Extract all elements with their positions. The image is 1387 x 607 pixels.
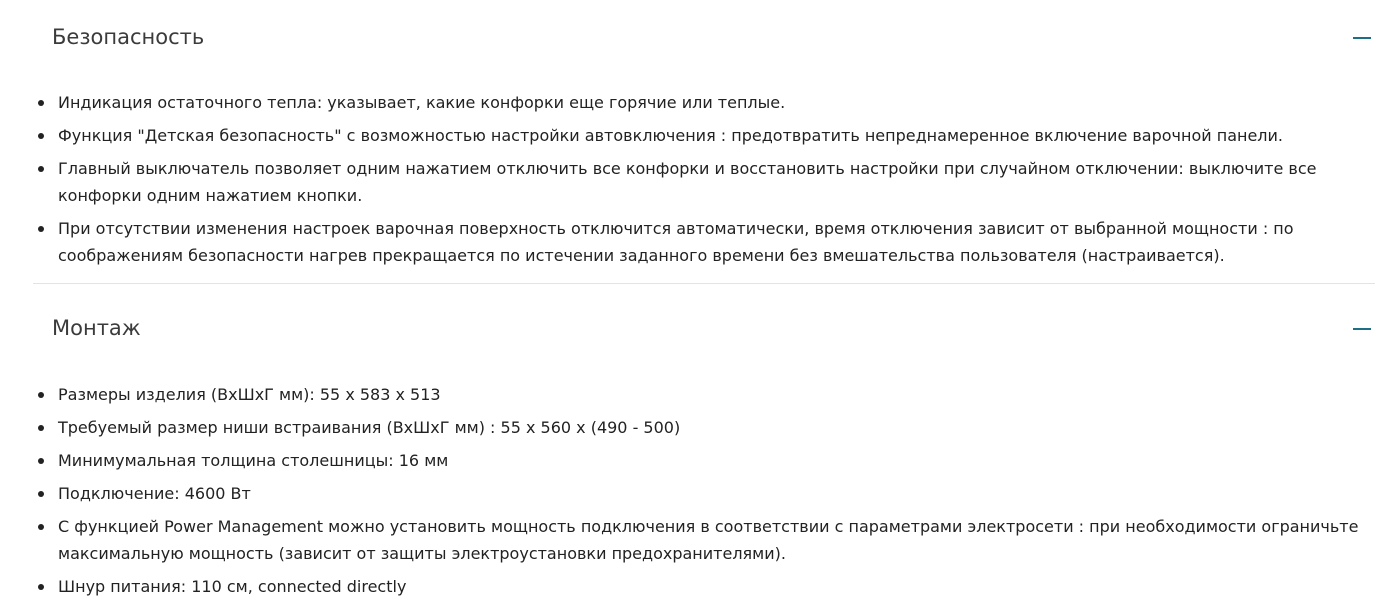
list-item-text: Подключение: 4600 Вт <box>58 484 251 503</box>
bullet-icon <box>38 524 44 530</box>
bullet-icon <box>38 491 44 497</box>
list-item-text: Главный выключатель позволяет одним нажатием отключить все конфорки и восстановить настройки при случайном отключении: выключите все конфорки одним нажатием кнопки. <box>58 159 1317 205</box>
list-item <box>33 89 1375 116</box>
list-item <box>33 573 1375 600</box>
accordion-section-installation <box>33 291 1375 596</box>
list-item-text: С функцией Power Management можно установить мощность подключения в соответствии с параметрами электросети : при необходимости ограничьте максимальную мощность (зависит от защиты электроустановки предохранителями). <box>58 517 1359 563</box>
list-item <box>33 414 1375 441</box>
bullet-icon <box>38 133 44 139</box>
safety-features-list <box>33 89 1375 275</box>
section-divider <box>33 283 1375 284</box>
list-item-text: Минимумальная толщина столешницы: 16 мм <box>58 451 449 470</box>
bullet-icon <box>38 458 44 464</box>
list-item <box>33 381 1375 408</box>
list-item <box>33 447 1375 474</box>
bullet-icon <box>38 166 44 172</box>
accordion-header-safety[interactable] <box>33 0 1375 58</box>
accordion-header-installation[interactable] <box>33 291 1375 349</box>
bullet-icon <box>38 392 44 398</box>
list-item <box>33 513 1375 567</box>
list-item <box>33 480 1375 507</box>
installation-features-list <box>33 381 1375 606</box>
list-item-text: Шнур питания: 110 см, connected directly <box>58 577 407 596</box>
list-item <box>33 122 1375 149</box>
list-item <box>33 215 1375 269</box>
bullet-icon <box>38 425 44 431</box>
accordion-section-safety <box>33 0 1375 265</box>
bullet-icon <box>38 584 44 590</box>
list-item <box>33 155 1375 209</box>
list-item-text: Индикация остаточного тепла: указывает, какие конфорки еще горячие или теплые. <box>58 93 786 112</box>
list-item-text: Требуемый размер ниши встраивания (ВхШхГ мм) : 55 x 560 x (490 - 500) <box>58 418 681 437</box>
minus-icon[interactable] <box>1353 328 1371 330</box>
section-title-safety: Безопасность <box>52 25 205 49</box>
list-item-text: Функция "Детская безопасность" с возможностью настройки автовключения : предотвратить непреднамеренное включение варочной панели. <box>58 126 1284 145</box>
list-item-text: Размеры изделия (ВхШхГ мм): 55 x 583 x 513 <box>58 385 441 404</box>
section-title-installation: Монтаж <box>52 316 141 340</box>
bullet-icon <box>38 100 44 106</box>
list-item-text: При отсутствии изменения настроек варочная поверхность отключится автоматически, время отключения зависит от выбранной мощности : по соображениям безопасности нагрев прекращается по истечении заданного времени без вмешательства пользователя (настраивается). <box>58 219 1294 265</box>
bullet-icon <box>38 226 44 232</box>
minus-icon[interactable] <box>1353 37 1371 39</box>
